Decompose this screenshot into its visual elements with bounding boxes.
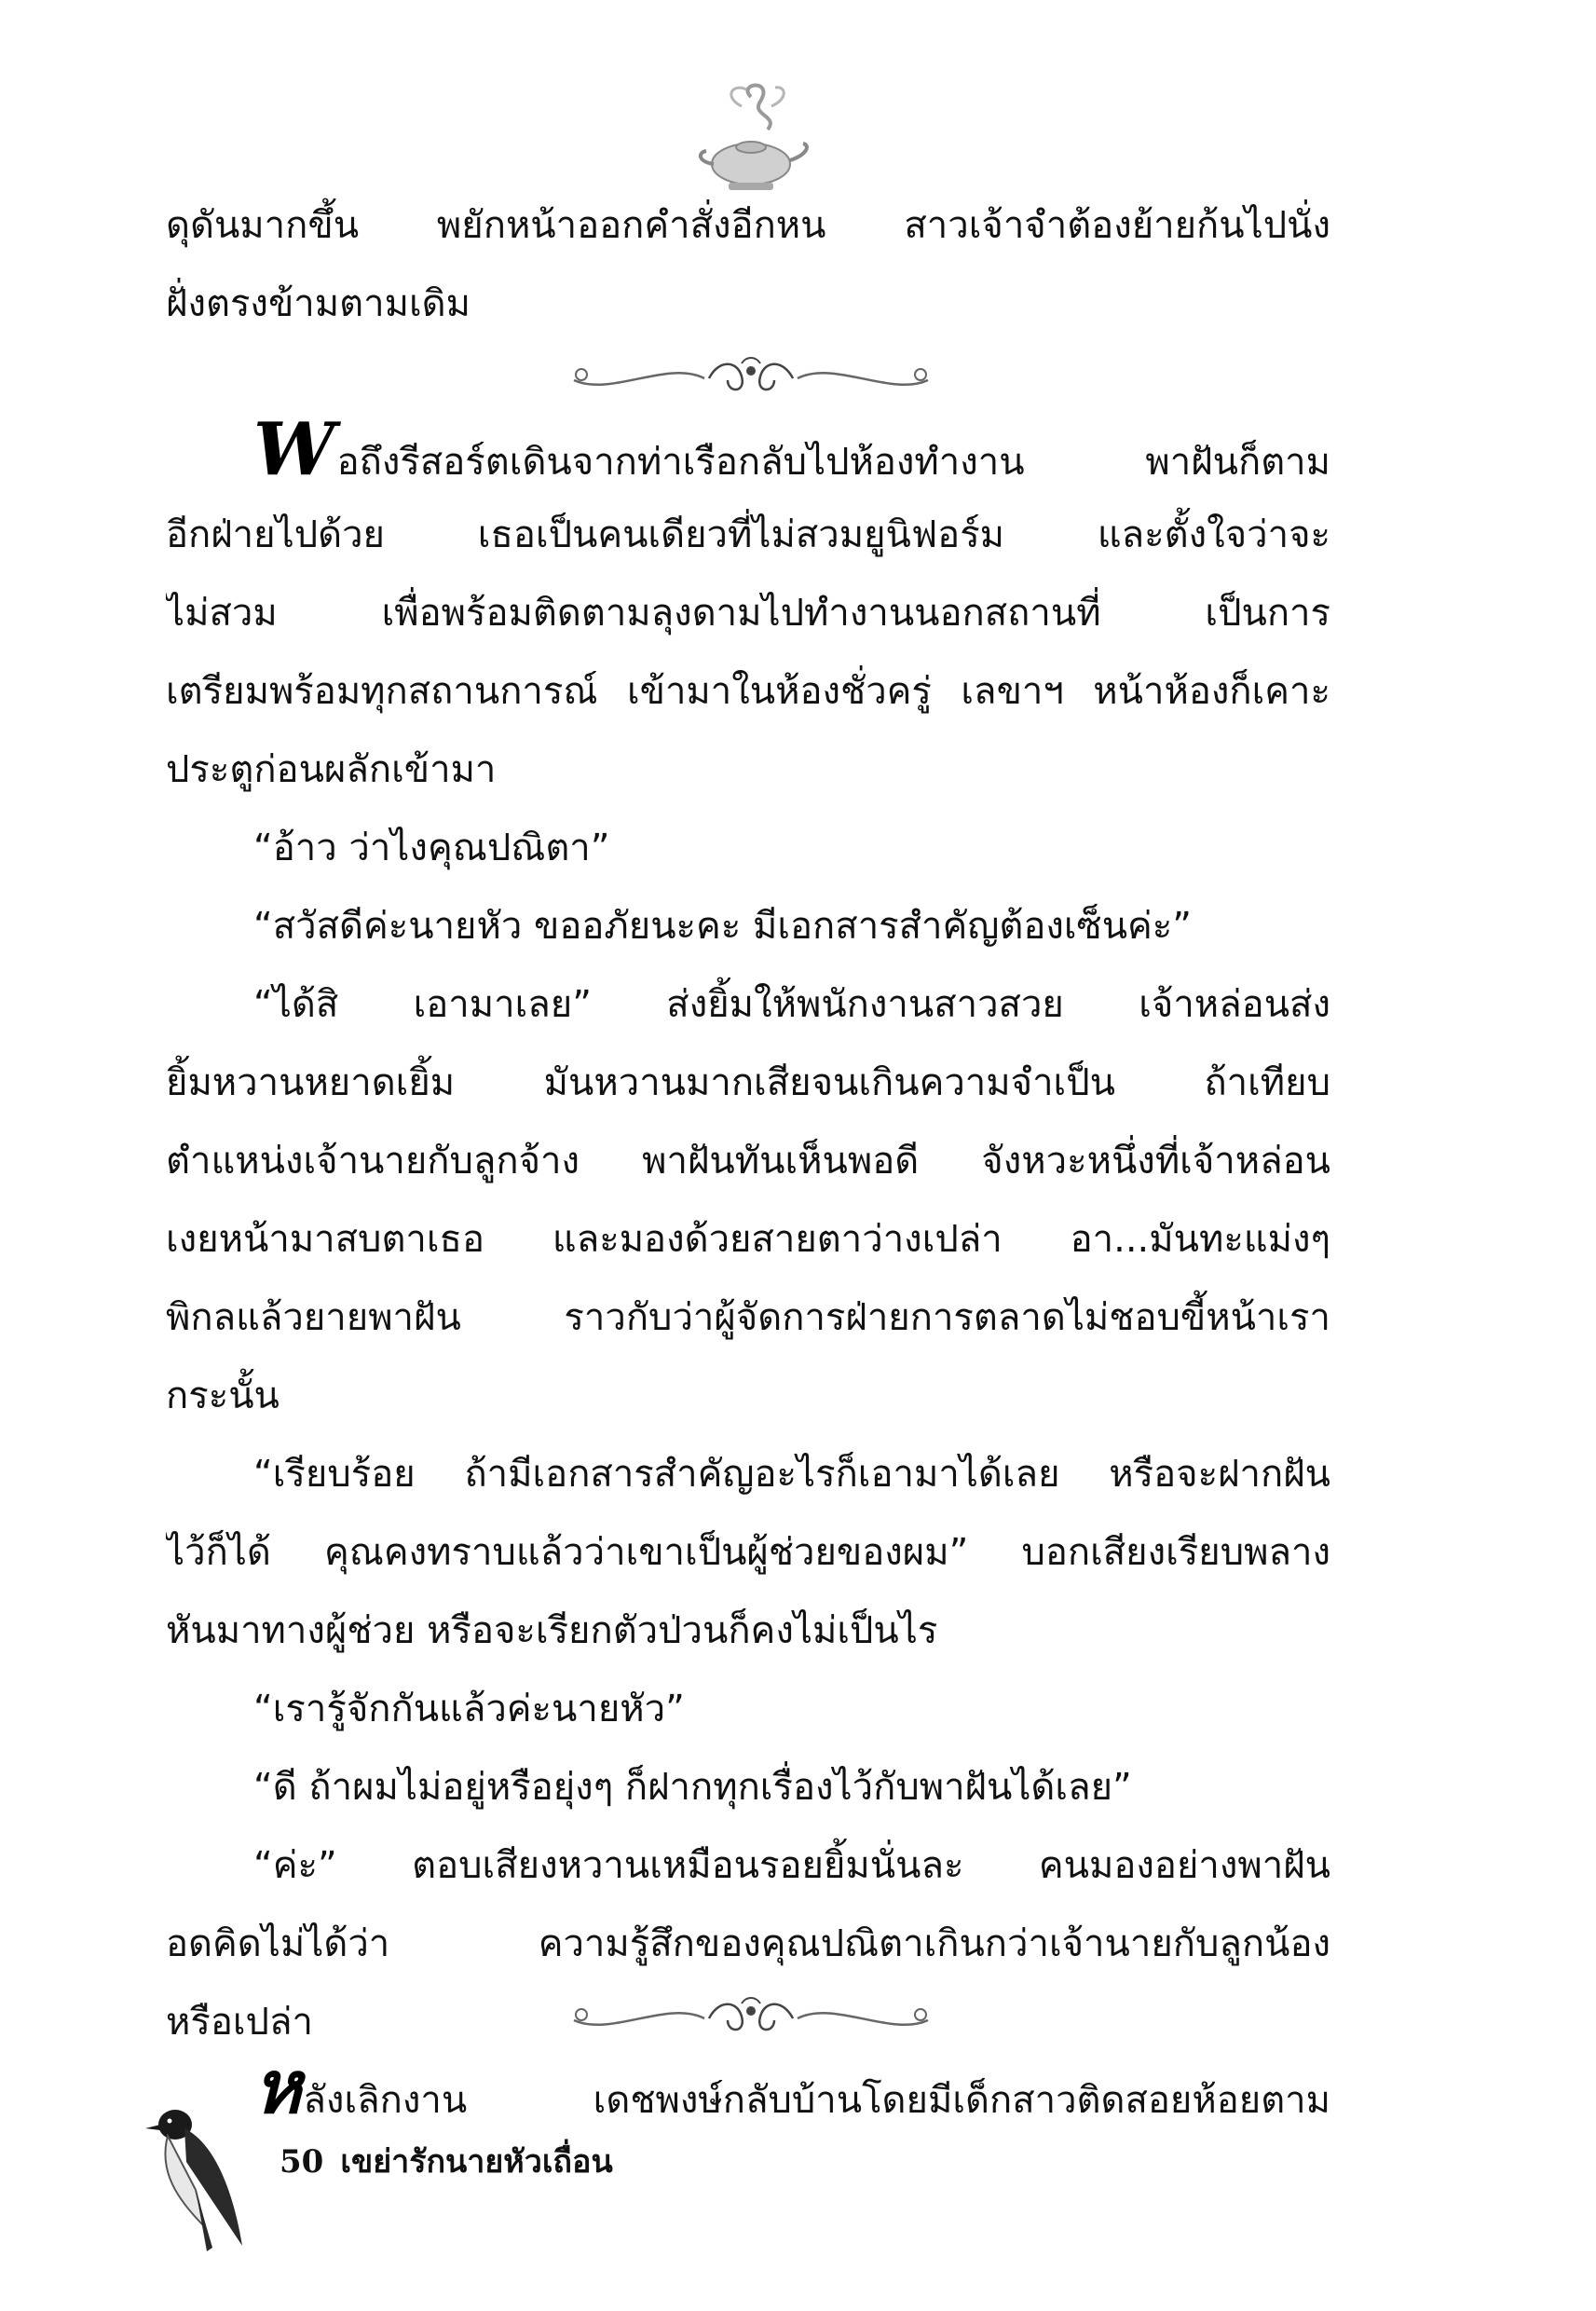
page-number: 50 (280, 2143, 324, 2181)
text-line: พิกลแล้วยายพาฝัน ราวกับว่าผู้จัดการฝ่ายการตลาดไม่ชอบขี้หน้าเรา (166, 1296, 1330, 1339)
dialogue-line: “เรียบร้อย ถ้ามีเอกสารสำคัญอะไรก็เอามาได้เลย หรือจะฝากฝัน (253, 1453, 1330, 1496)
dialogue-line: “สวัสดีค่ะนายหัว ขออภัยนะคะ มีเอกสารสำคัญต้องเซ็นค่ะ” (253, 905, 1193, 948)
dialogue-line: “ดี ถ้าผมไม่อยู่หรือยุ่งๆ ก็ฝากทุกเรื่องไว้กับพาฝันได้เลย” (253, 1766, 1132, 1809)
dialogue-line: “ค่ะ” ตอบเสียงหวานเหมือนรอยยิ้มนั่นละ คนมองอย่างพาฝัน (253, 1844, 1330, 1887)
first-line (166, 2056, 1330, 2134)
opening-paragraph (166, 186, 1330, 343)
swallow-bird-icon (140, 2087, 252, 2255)
section-1 (166, 417, 1330, 2061)
drop-cap: W (253, 417, 335, 492)
scroll-divider-ornament (555, 350, 947, 406)
section-2 (166, 2056, 1330, 2134)
text-line: กระนั้น (166, 1374, 280, 1417)
book-title: เขย่ารักนายหัวเถื่อน (340, 2143, 613, 2181)
text-line: เตรียมพร้อมทุกสถานการณ์ เข้ามาในห้องชั่วครู่ เลขาฯ หน้าห้องก็เคาะ (166, 670, 1330, 713)
dialogue-line: “ได้สิ เอามาเลย” ส่งยิ้มให้พนักงานสาวสวย เจ้าหล่อนส่ง (253, 983, 1330, 1026)
drop-cap: ห (253, 2056, 302, 2130)
text-line: หรือเปล่า (166, 2001, 313, 2044)
dialogue-line: “เรารู้จักกันแล้วค่ะนายหัว” (253, 1688, 685, 1730)
text-line: ไว้ก็ได้ คุณคงทราบแล้วว่าเขาเป็นผู้ช่วยของผม” บอกเสียงเรียบพลาง (166, 1531, 1330, 1574)
first-line-text: อถึงรีสอร์ตเดินจากท่าเรือกลับไปห้องทำงาน พาฝันก็ตาม (336, 441, 1330, 484)
text-line: ยิ้มหวานหยาดเยิ้ม มันหวานมากเสียจนเกินความจำเป็น ถ้าเทียบ (166, 1061, 1330, 1104)
page-footer (280, 2136, 613, 2186)
text-line: เงยหน้ามาสบตาเธอ และมองด้วยสายตาว่างเปล่า อา...มันทะแม่งๆ (166, 1218, 1330, 1261)
text-line: อดคิดไม่ได้ว่า ความรู้สึกของคุณปณิตาเกินกว่าเจ้านายกับลูกน้อง (166, 1922, 1330, 1965)
text-line: ประตูก่อนผลักเข้ามา (166, 748, 497, 791)
dialogue-line: “อ้าว ว่าไงคุณปณิตา” (253, 827, 610, 869)
text-line: อีกฝ่ายไปด้วย เธอเป็นคนเดียวที่ไม่สวมยูนิฟอร์ม และตั้งใจว่าจะ (166, 513, 1330, 556)
text-line: ไม่สวม เพื่อพร้อมติดตามลุงดามไปทำงานนอกสถานที่ เป็นการ (166, 592, 1330, 635)
text-line: ฝั่งตรงข้ามตามเดิม (166, 282, 471, 325)
text-line: ตำแหน่งเจ้านายกับลูกจ้าง พาฝันทันเห็นพอดี จังหวะหนึ่งที่เจ้าหล่อน (166, 1140, 1330, 1183)
text-line: ดุดันมากขึ้น พยักหน้าออกคำสั่งอีกหน สาวเจ้าจำต้องย้ายก้นไปนั่ง (166, 204, 1330, 247)
first-line (166, 417, 1330, 496)
first-line-text: ลังเลิกงาน เดชพงษ์กลับบ้านโดยมีเด็กสาวติดสอยห้อยตาม (303, 2079, 1330, 2122)
text-line: หันมาทางผู้ช่วย หรือจะเรียกตัวป่วนก็คงไม่เป็นไร (166, 1609, 938, 1652)
scroll-divider-ornament (555, 1990, 947, 2046)
